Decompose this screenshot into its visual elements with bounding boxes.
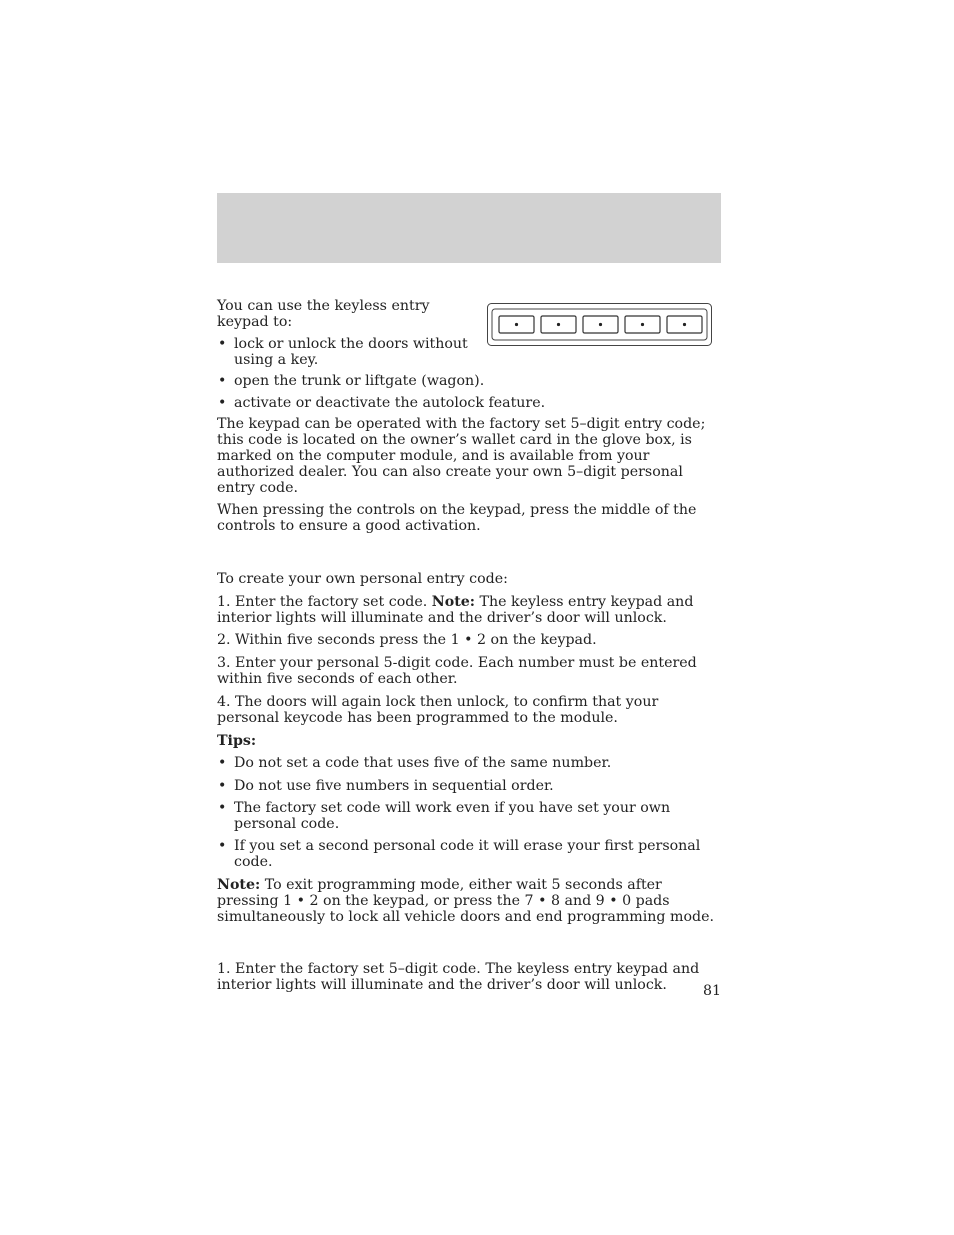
list-item: • activate or deactivate the autolock feature. [217,395,722,411]
step-1-note: The keyless entry keypad and interior lights will illuminate and the driver’s door will unlock. [217,594,694,626]
step-4: 4. The doors will again lock then unlock, to confirm that your personal keycode has been programmed to the module. [217,694,659,726]
note-label: Note: [217,877,261,893]
note-label: Note: [431,594,476,610]
list-item: • lock or unlock the doors without using a key. [217,336,475,368]
programming-note [217,877,722,925]
paragraph-press-middle: When pressing the controls on the keypad, press the middle of the controls to ensure a good activation. [217,502,697,534]
list-item: • Do not set a code that uses five of the same number. [217,755,722,771]
list-item: • If you set a second personal code it will erase your first personal code. [217,838,722,870]
create-code-intro: To create your own personal entry code: [217,571,508,587]
tips-list [217,755,722,870]
page-number: 81 [702,983,721,999]
final-step: 1. Enter the factory set 5–digit code. The keyless entry keypad and interior lights will illuminate and the driver’s door will unlock. [217,961,700,993]
tips-heading: Tips: [217,733,257,749]
page-content [217,298,722,993]
note-text: To exit programming mode, either wait 5 seconds after pressing 1 • 2 on the keypad, or press the 7 • 8 and 9 • 0 pads simultaneously to lock all vehicle doors and end programming mode. [217,877,714,925]
list-item: • Do not use five numbers in sequential order. [217,778,722,794]
intro-bullet-list [217,336,475,368]
intro-text: You can use the keyless entry keypad to: [217,298,430,330]
step-1 [217,594,722,626]
intro-bullet-list-cont [217,373,722,411]
list-item: • The factory set code will work even if you have set your own personal code. [217,800,722,832]
step-2: 2. Within five seconds press the 1 • 2 on the keypad. [217,632,597,648]
section-header-band [217,193,721,263]
step-3: 3. Enter your personal 5-digit code. Each number must be entered within five seconds of each other. [217,655,697,687]
step-1-text: 1. Enter the factory set code. [217,594,432,610]
paragraph-factory-code: The keypad can be operated with the factory set 5–digit entry code; this code is located on the owner’s wallet card in the glove box, is marked on the computer module, and is available from your authorized dealer. You can also create your own 5–digit personal entry code. [217,416,706,496]
list-item: • open the trunk or liftgate (wagon). [217,373,722,389]
